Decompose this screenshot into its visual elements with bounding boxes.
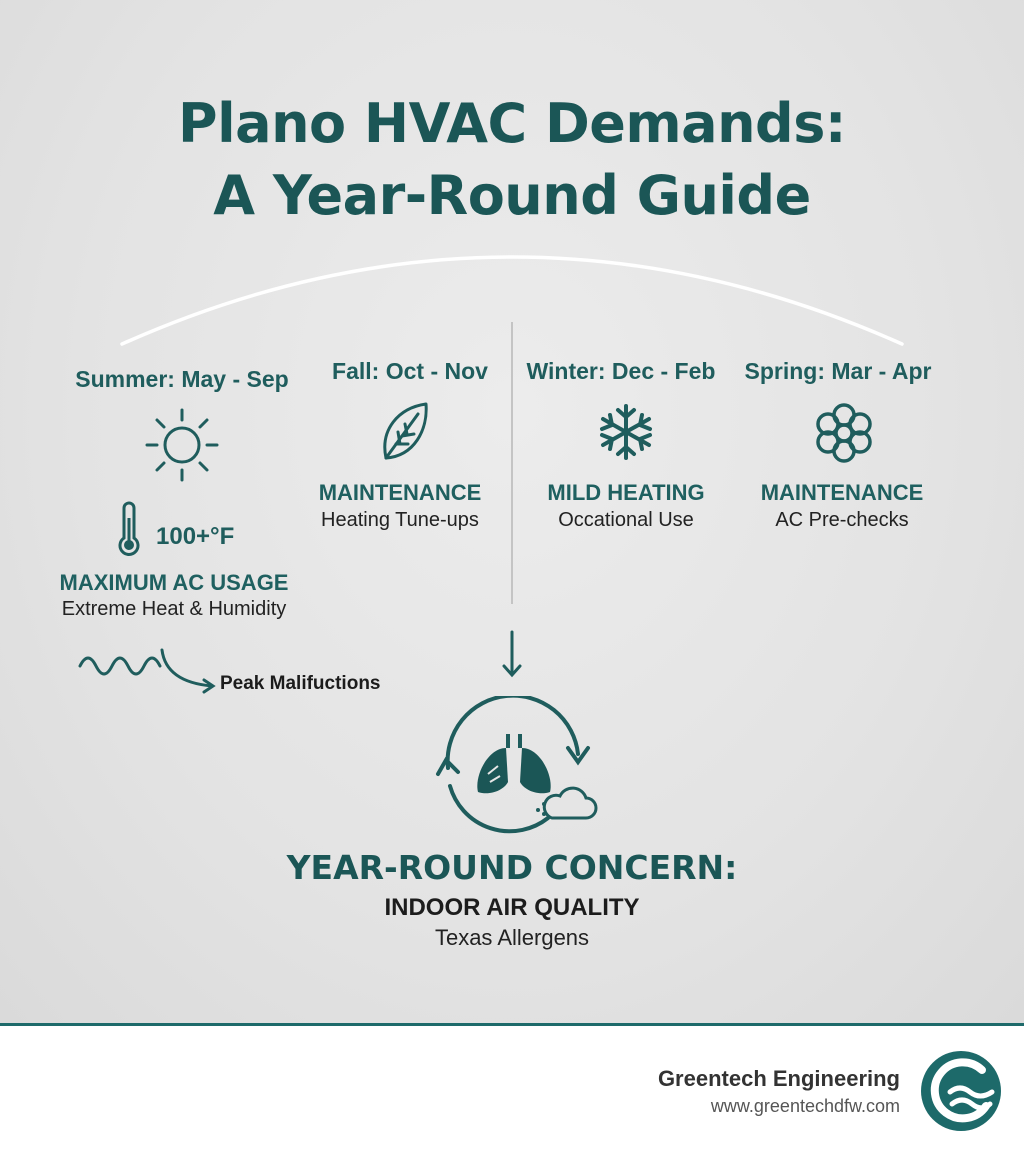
greentech-logo-icon [920,1050,1002,1132]
peak-malfunctions-note: Peak Malifuctions [220,673,381,694]
footer-divider [0,1023,1024,1026]
season-label-fall: MAINTENANCE [318,480,482,505]
concern-heading: YEAR-ROUND CONCERN: [286,848,738,887]
snowflake-icon [596,402,656,462]
season-label-summer: MAXIMUM AC USAGE [59,570,289,595]
flower-icon [812,400,876,466]
season-label-winter: MILD HEATING [547,480,705,505]
timeline-arc [0,0,1024,360]
season-heading-fall: Fall: Oct - Nov [332,358,488,384]
brand-name: Greentech Engineering [657,1066,900,1091]
summer-temperature: 100+°F [156,523,235,550]
air-quality-cycle-icon [428,696,600,836]
concern-detail: Texas Allergens [434,925,590,950]
season-sub-spring: AC Pre-checks [775,509,909,531]
season-label-spring: MAINTENANCE [760,480,924,505]
season-sub-summer: Extreme Heat & Humidity [61,598,287,620]
title-line-1: Plano HVAC Demands: [178,92,846,155]
thermometer-icon [116,500,142,556]
season-heading-summer: Summer: May - Sep [75,366,289,392]
brand-url[interactable]: www.greentechdfw.com [710,1096,900,1116]
title-line-2: A Year-Round Guide [213,164,811,227]
season-heading-winter: Winter: Dec - Feb [526,358,716,384]
down-arrow-icon [500,628,524,680]
season-sub-fall: Heating Tune-ups [321,509,479,531]
brand-block [658,1066,900,1117]
leaf-icon [378,400,432,464]
season-sub-winter: Occational Use [558,509,694,531]
season-heading-spring: Spring: Mar - Apr [744,358,932,384]
concern-topic: INDOOR AIR QUALITY [384,894,640,921]
sun-icon [142,405,222,485]
malfunction-wave-icon [76,640,226,700]
